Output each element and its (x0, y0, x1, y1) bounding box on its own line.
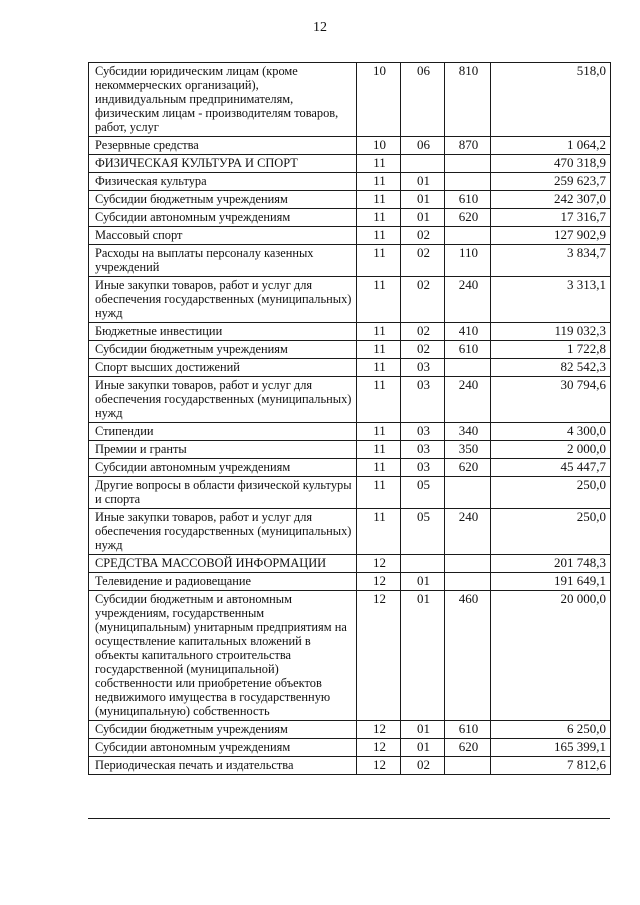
row-subsection-code: 03 (401, 377, 445, 423)
row-subsection-code: 02 (401, 341, 445, 359)
row-subsection-code (401, 155, 445, 173)
row-section-code: 11 (357, 155, 401, 173)
table-bottom-rule (88, 818, 610, 819)
row-subsection-code: 06 (401, 137, 445, 155)
row-name: Бюджетные инвестиции (89, 323, 357, 341)
row-amount: 191 649,1 (491, 573, 611, 591)
row-expense-type-code: 110 (445, 245, 491, 277)
row-amount: 470 318,9 (491, 155, 611, 173)
row-expense-type-code (445, 573, 491, 591)
row-amount: 259 623,7 (491, 173, 611, 191)
row-amount: 3 313,1 (491, 277, 611, 323)
row-subsection-code: 02 (401, 323, 445, 341)
table-row (89, 63, 611, 137)
row-expense-type-code: 620 (445, 459, 491, 477)
row-amount: 17 316,7 (491, 209, 611, 227)
row-section-code: 11 (357, 359, 401, 377)
row-amount: 20 000,0 (491, 591, 611, 721)
table-row (89, 377, 611, 423)
row-section-code: 11 (357, 323, 401, 341)
row-section-code: 11 (357, 477, 401, 509)
row-subsection-code: 01 (401, 573, 445, 591)
row-amount: 2 000,0 (491, 441, 611, 459)
page-number: 12 (313, 20, 327, 35)
row-section-code: 11 (357, 277, 401, 323)
row-subsection-code: 03 (401, 459, 445, 477)
table-row (89, 191, 611, 209)
row-expense-type-code: 460 (445, 591, 491, 721)
row-amount: 30 794,6 (491, 377, 611, 423)
table-row (89, 227, 611, 245)
row-name: Субсидии автономным учреждениям (89, 209, 357, 227)
row-expense-type-code: 810 (445, 63, 491, 137)
row-expense-type-code: 350 (445, 441, 491, 459)
row-subsection-code: 03 (401, 441, 445, 459)
row-name: Телевидение и радиовещание (89, 573, 357, 591)
row-name: Субсидии бюджетным и автономным учреждениям, государственным (муниципальным) унитарным предприятиям на осуществление капитальных вложений в объекты капитального строительства государственной (муниципальной) собственности или приобретение объектов недвижимого имущества в государственную (муниципальную) собственность (89, 591, 357, 721)
row-name: Субсидии бюджетным учреждениям (89, 721, 357, 739)
row-name: Периодическая печать и издательства (89, 757, 357, 775)
row-section-code: 11 (357, 509, 401, 555)
row-amount: 3 834,7 (491, 245, 611, 277)
row-expense-type-code (445, 173, 491, 191)
budget-table (88, 62, 611, 775)
budget-table-body (89, 63, 611, 775)
table-row (89, 137, 611, 155)
table-row (89, 477, 611, 509)
row-section-code: 11 (357, 441, 401, 459)
row-expense-type-code (445, 359, 491, 377)
row-section-code: 11 (357, 459, 401, 477)
table-row (89, 323, 611, 341)
table-row (89, 245, 611, 277)
row-name: Премии и гранты (89, 441, 357, 459)
row-section-code: 10 (357, 63, 401, 137)
row-amount: 250,0 (491, 509, 611, 555)
row-section-code: 12 (357, 591, 401, 721)
row-name: Иные закупки товаров, работ и услуг для обеспечения государственных (муниципальных) нужд (89, 277, 357, 323)
row-amount: 250,0 (491, 477, 611, 509)
table-row (89, 757, 611, 775)
table-row (89, 155, 611, 173)
row-amount: 1 722,8 (491, 341, 611, 359)
table-row (89, 359, 611, 377)
row-name: Другие вопросы в области физической культуры и спорта (89, 477, 357, 509)
row-section-code: 11 (357, 341, 401, 359)
row-amount: 82 542,3 (491, 359, 611, 377)
table-row (89, 459, 611, 477)
row-amount: 119 032,3 (491, 323, 611, 341)
row-section-code: 12 (357, 739, 401, 757)
row-expense-type-code: 240 (445, 377, 491, 423)
row-name: Спорт высших достижений (89, 359, 357, 377)
row-amount: 201 748,3 (491, 555, 611, 573)
row-name: Субсидии бюджетным учреждениям (89, 341, 357, 359)
table-row (89, 173, 611, 191)
row-expense-type-code (445, 555, 491, 573)
row-name: Резервные средства (89, 137, 357, 155)
row-name: ФИЗИЧЕСКАЯ КУЛЬТУРА И СПОРТ (89, 155, 357, 173)
table-row (89, 739, 611, 757)
row-subsection-code: 03 (401, 423, 445, 441)
row-section-code: 12 (357, 721, 401, 739)
row-name: Иные закупки товаров, работ и услуг для обеспечения государственных (муниципальных) нужд (89, 377, 357, 423)
row-section-code: 12 (357, 555, 401, 573)
row-amount: 518,0 (491, 63, 611, 137)
row-name: Субсидии автономным учреждениям (89, 459, 357, 477)
row-subsection-code: 02 (401, 757, 445, 775)
row-subsection-code: 06 (401, 63, 445, 137)
row-subsection-code: 05 (401, 509, 445, 555)
row-section-code: 11 (357, 423, 401, 441)
row-amount: 1 064,2 (491, 137, 611, 155)
row-expense-type-code: 610 (445, 721, 491, 739)
row-expense-type-code: 610 (445, 191, 491, 209)
row-expense-type-code: 610 (445, 341, 491, 359)
row-section-code: 11 (357, 227, 401, 245)
row-subsection-code: 01 (401, 721, 445, 739)
row-section-code: 10 (357, 137, 401, 155)
row-amount: 4 300,0 (491, 423, 611, 441)
row-expense-type-code (445, 227, 491, 245)
row-name: Субсидии юридическим лицам (кроме некоммерческих организаций), индивидуальным предпринимателям, физическим лицам - производителям товаров, работ, услуг (89, 63, 357, 137)
table-row (89, 423, 611, 441)
row-name: Иные закупки товаров, работ и услуг для обеспечения государственных (муниципальных) нужд (89, 509, 357, 555)
table-row (89, 209, 611, 227)
row-subsection-code: 01 (401, 173, 445, 191)
row-name: Стипендии (89, 423, 357, 441)
row-section-code: 11 (357, 173, 401, 191)
row-expense-type-code: 240 (445, 277, 491, 323)
row-subsection-code: 03 (401, 359, 445, 377)
row-expense-type-code: 620 (445, 739, 491, 757)
row-expense-type-code: 240 (445, 509, 491, 555)
row-section-code: 12 (357, 757, 401, 775)
row-name: Субсидии автономным учреждениям (89, 739, 357, 757)
row-subsection-code: 02 (401, 277, 445, 323)
row-section-code: 11 (357, 377, 401, 423)
row-subsection-code: 01 (401, 591, 445, 721)
table-row (89, 441, 611, 459)
row-expense-type-code (445, 757, 491, 775)
row-expense-type-code: 340 (445, 423, 491, 441)
row-subsection-code: 02 (401, 227, 445, 245)
row-subsection-code: 01 (401, 209, 445, 227)
row-section-code: 11 (357, 191, 401, 209)
row-expense-type-code (445, 477, 491, 509)
row-amount: 45 447,7 (491, 459, 611, 477)
row-section-code: 11 (357, 209, 401, 227)
table-row (89, 341, 611, 359)
row-amount: 127 902,9 (491, 227, 611, 245)
table-row (89, 509, 611, 555)
table-row (89, 573, 611, 591)
row-amount: 242 307,0 (491, 191, 611, 209)
row-section-code: 11 (357, 245, 401, 277)
row-subsection-code (401, 555, 445, 573)
row-amount: 7 812,6 (491, 757, 611, 775)
row-expense-type-code: 870 (445, 137, 491, 155)
row-subsection-code: 02 (401, 245, 445, 277)
table-row (89, 277, 611, 323)
row-subsection-code: 01 (401, 739, 445, 757)
row-section-code: 12 (357, 573, 401, 591)
row-expense-type-code: 410 (445, 323, 491, 341)
row-expense-type-code: 620 (445, 209, 491, 227)
row-name: Субсидии бюджетным учреждениям (89, 191, 357, 209)
row-amount: 165 399,1 (491, 739, 611, 757)
row-amount: 6 250,0 (491, 721, 611, 739)
row-subsection-code: 05 (401, 477, 445, 509)
row-name: Расходы на выплаты персоналу казенных учреждений (89, 245, 357, 277)
table-row (89, 555, 611, 573)
table-row (89, 721, 611, 739)
row-subsection-code: 01 (401, 191, 445, 209)
row-expense-type-code (445, 155, 491, 173)
row-name: СРЕДСТВА МАССОВОЙ ИНФОРМАЦИИ (89, 555, 357, 573)
row-name: Физическая культура (89, 173, 357, 191)
row-name: Массовый спорт (89, 227, 357, 245)
table-row (89, 591, 611, 721)
